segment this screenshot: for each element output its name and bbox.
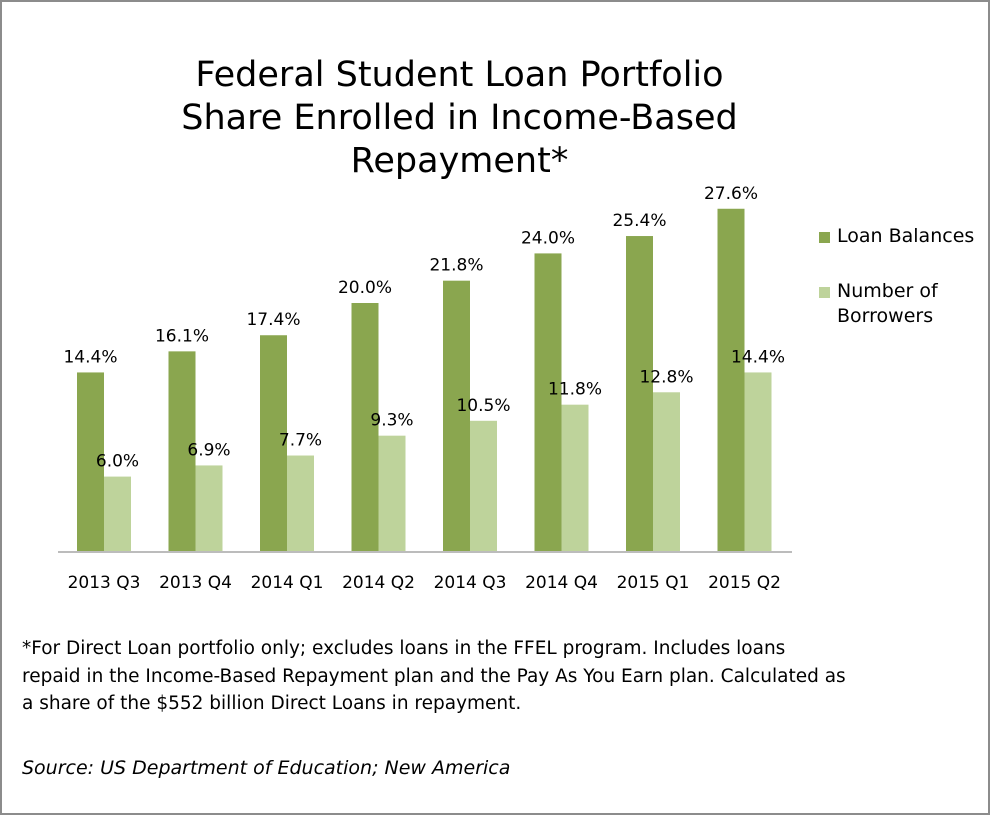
title-line: Federal Student Loan Portfolio [195,55,724,95]
data-label: 10.5% [456,395,511,416]
x-tick-label: 2014 Q4 [525,573,598,593]
x-tick-label: 2014 Q1 [250,573,324,593]
x-tick-label: 2014 Q3 [433,573,507,593]
footnote-line: repaid in the Income-Based Repayment plan and the Pay As You Earn plan. Calculated as [22,665,846,687]
data-label: 16.1% [154,326,210,347]
bar-loan-balances [626,236,653,551]
legend-swatch-loan-balances [819,232,830,243]
data-label: 6.0% [95,451,140,472]
bar-borrowers [287,456,314,551]
legend-text: Number of [837,280,938,302]
legend-label-loan-balances [837,224,974,249]
bar-loan-balances [443,281,470,551]
source-note: Source: US Department of Education; New America [22,757,511,779]
x-tick-label: 2015 Q2 [708,573,781,593]
bar-borrowers [745,372,772,551]
bar-loan-balances [535,253,562,551]
footnote-line: *For Direct Loan portfolio only; excludes loans in the FFEL program. Includes loans [22,638,786,659]
legend-swatch-borrowers [819,287,830,298]
data-label: 14.4% [63,347,118,368]
data-label: 7.7% [278,430,323,451]
data-label: 27.6% [703,183,759,204]
data-label: 12.8% [639,367,694,388]
data-label: 20.0% [337,278,393,298]
data-label: 9.3% [370,410,414,431]
data-label: 25.4% [612,211,667,232]
bar-borrowers [653,392,680,551]
data-label: 11.8% [547,379,603,400]
x-tick-label: 2013 Q4 [159,573,232,593]
legend-text: Borrowers [837,305,934,327]
data-label: 21.8% [429,255,484,276]
data-label: 24.0% [520,228,576,249]
x-tick-label: 2015 Q1 [616,573,690,593]
legend-label-borrowers [837,279,938,329]
bar-loan-balances [718,209,745,551]
x-tick-label: 2014 Q2 [342,573,415,593]
title-line: Repayment* [350,141,569,181]
data-label: 6.9% [187,440,231,461]
x-tick-label: 2013 Q3 [67,573,141,593]
bar-borrowers [562,405,589,551]
bar-borrowers [104,477,131,551]
data-label: 14.4% [730,347,786,368]
footnote-line: a share of the $552 billion Direct Loans in repayment. [22,693,522,714]
bar-borrowers [196,465,223,551]
footnote [22,635,952,718]
legend-text: Loan Balances [837,225,975,247]
data-label: 17.4% [246,310,301,331]
bar-borrowers [470,421,497,551]
bar-borrowers [379,436,406,551]
title-line: Share Enrolled in Income-Based [181,98,738,138]
